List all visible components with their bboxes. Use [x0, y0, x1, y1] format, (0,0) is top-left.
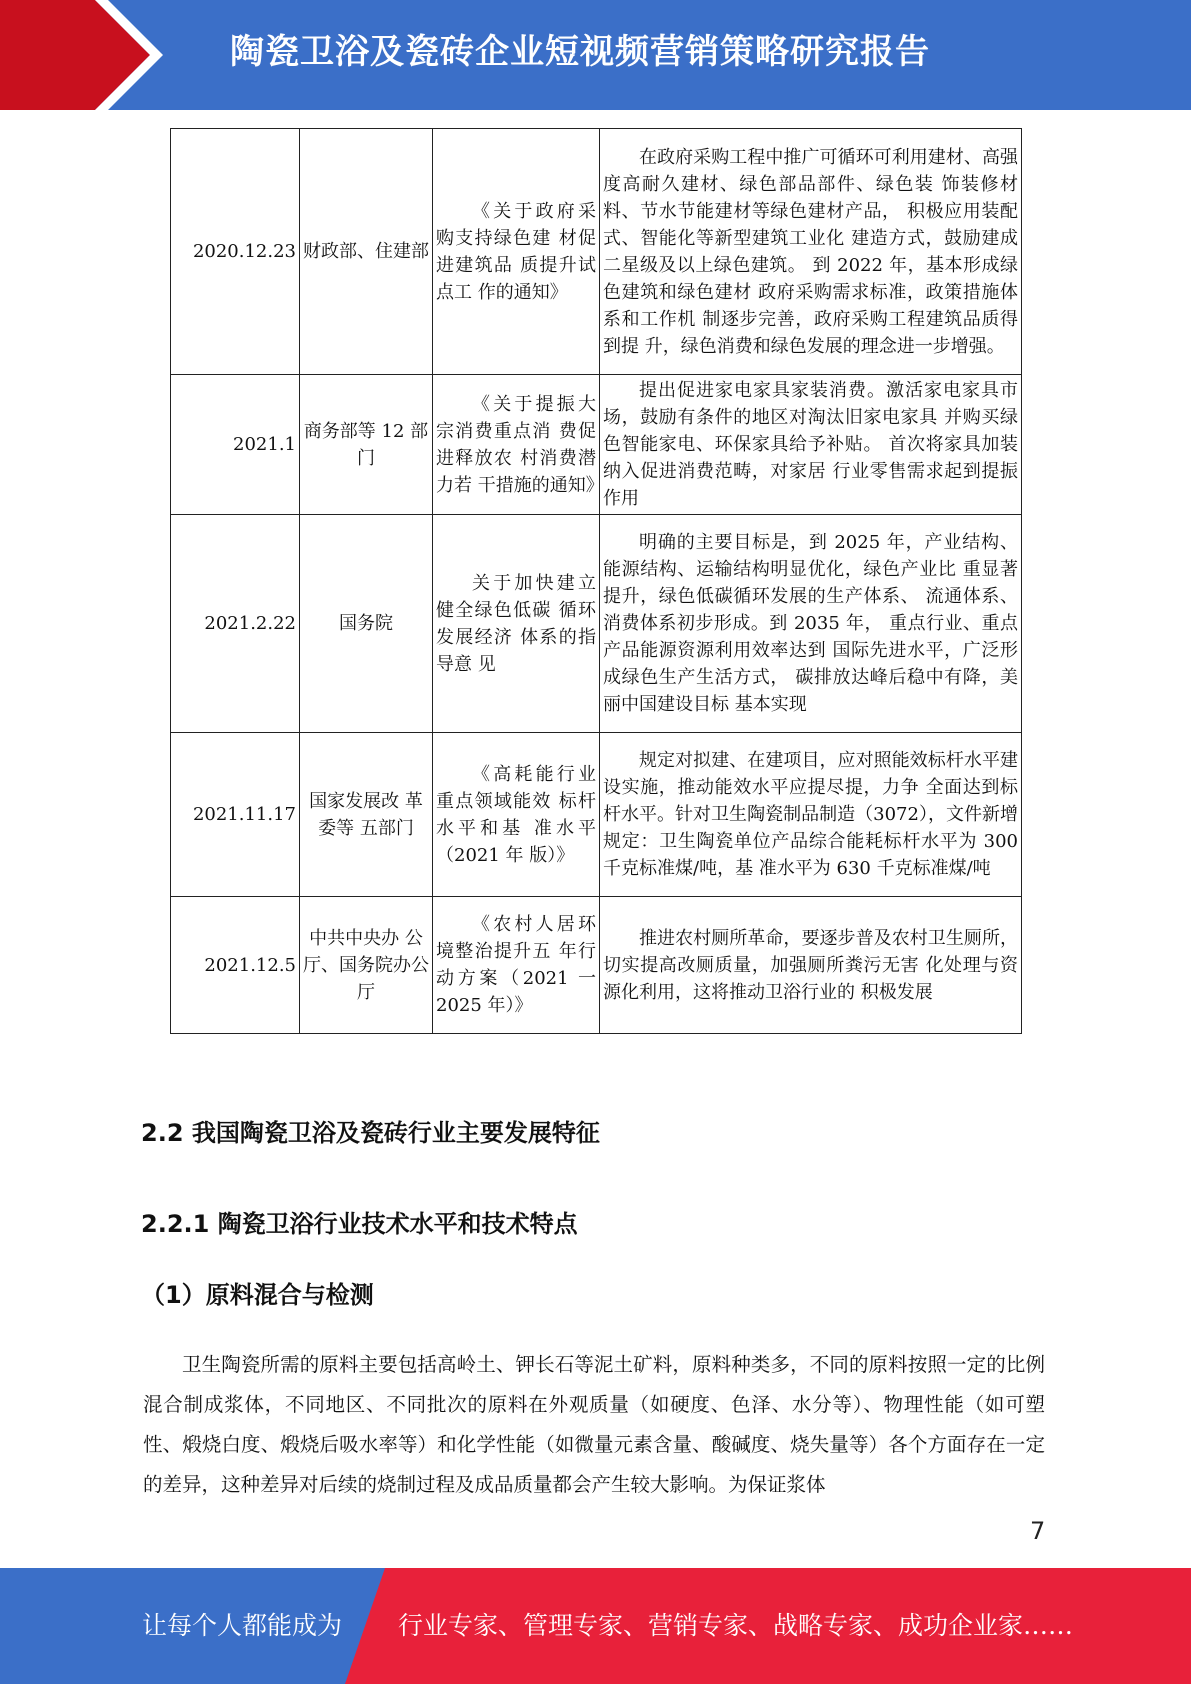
table-row	[171, 897, 1022, 1034]
body-paragraph: 卫生陶瓷所需的原料主要包括高岭土、钾长石等泥土矿料，原料种类多，不同的原料按照一定的比例混合制成浆体，不同地区、不同批次的原料在外观质量（如硬度、色泽、水分等）、物理性能（如可塑性、煅烧白度、煅烧后吸水率等）和化学性能（如微量元素含量、酸碱度、烧失量等）各个方面存在一定的差异，这种差异对后续的烧制过程及成品质量都会产生较大影响。为保证浆体	[143, 1353, 1045, 1496]
date-cell: 2021.2.22	[171, 515, 300, 733]
document-cell: 《关于政府采购支持绿色建 材促进建筑品 质提升试点工 作的通知》	[433, 129, 600, 375]
document-cell: 关于加快建立健全绿色低碳 循环发展经济 体系的指导意 见	[433, 515, 600, 733]
subsection-heading: （1）原料混合与检测	[141, 1281, 374, 1309]
department-cell: 财政部、住建部	[300, 129, 433, 375]
policy-table-body	[171, 129, 1022, 1034]
department-cell: 国家发展改 革委等 五部门	[300, 733, 433, 897]
page-header	[0, 0, 1191, 110]
document-cell: 《高耗能行业重点领域能效 标杆水平和基 准水平（2021 年 版）》	[433, 733, 600, 897]
date-cell: 2020.12.23	[171, 129, 300, 375]
content-cell: 在政府采购工程中推广可循环可利用建材、高强度高耐久建材、绿色部品部件、绿色装 饰装修材料、节水节能建材等绿色建材产品， 积极应用装配式、智能化等新型建筑工业化 建造方式，鼓励建成二星级及以上绿色建筑。 到 2022 年，基本形成绿色建筑和绿色建材 政府采购需求标准，政策措施体系和工作机 制逐步完善，政府采购工程建筑品质得到提 升，绿色消费和绿色发展的理念进一步增强。	[600, 129, 1022, 375]
date-cell: 2021.11.17	[171, 733, 300, 897]
date-cell: 2021.1	[171, 375, 300, 515]
footer-slogan-left: 让每个人都能成为	[142, 1611, 343, 1640]
page-footer	[0, 1568, 1191, 1684]
header-red-arrow	[0, 0, 150, 110]
content-cell: 规定对拟建、在建项目，应对照能效标杆水平建设实施，推动能效水平应提尽提，力争 全面达到标杆水平。针对卫生陶瓷制品制造（3072），文件新增规定：卫生陶瓷单位产品综合能耗标杆水平为 300 千克标准煤/吨，基 准水平为 630 千克标准煤/吨	[600, 733, 1022, 897]
content-cell: 提出促进家电家具家装消费。激活家电家具市场，鼓励有条件的地区对淘汰旧家电家具 并购买绿色智能家电、环保家具给予补贴。 首次将家具加装纳入促进消费范畴，对家居 行业零售需求起到提振作用	[600, 375, 1022, 515]
document-cell: 《农村人居环境整治提升五 年行动方案（2021 一 2025 年）》	[433, 897, 600, 1034]
page-number: 7	[1030, 1517, 1046, 1545]
section-heading-2-2-1: 2.2.1 陶瓷卫浴行业技术水平和技术特点	[141, 1210, 578, 1238]
table-row	[171, 129, 1022, 375]
table-row	[171, 733, 1022, 897]
table-row	[171, 515, 1022, 733]
policy-table	[170, 128, 1022, 1034]
section-heading-2-2: 2.2 我国陶瓷卫浴及瓷砖行业主要发展特征	[141, 1119, 600, 1147]
department-cell: 商务部等 12 部门	[300, 375, 433, 515]
content-cell: 明确的主要目标是，到 2025 年，产业结构、能源结构、运输结构明显优化，绿色产业比 重显著提升，绿色低碳循环发展的生产体系、 流通体系、消费体系初步形成。到 2035 年， 重点行业、重点产品能源资源利用效率达到 国际先进水平，广泛形成绿色生产生活方式， 碳排放达峰后稳中有降，美丽中国建设目标 基本实现	[600, 515, 1022, 733]
department-cell: 中共中央办 公厅、国务院办公厅	[300, 897, 433, 1034]
content-cell: 推进农村厕所革命，要逐步普及农村卫生厕所，切实提高改厕质量，加强厕所粪污无害 化处理与资源化利用，这将推动卫浴行业的 积极发展	[600, 897, 1022, 1034]
footer-slogan-right: 行业专家、管理专家、营销专家、战略专家、成功企业家……	[398, 1611, 1074, 1640]
date-cell: 2021.12.5	[171, 897, 300, 1034]
department-cell: 国务院	[300, 515, 433, 733]
document-cell: 《关于提振大宗消费重点消 费促进释放农 村消费潜力若 干措施的通知》	[433, 375, 600, 515]
report-title: 陶瓷卫浴及瓷砖企业短视频营销策略研究报告	[230, 32, 930, 72]
table-row	[171, 375, 1022, 515]
